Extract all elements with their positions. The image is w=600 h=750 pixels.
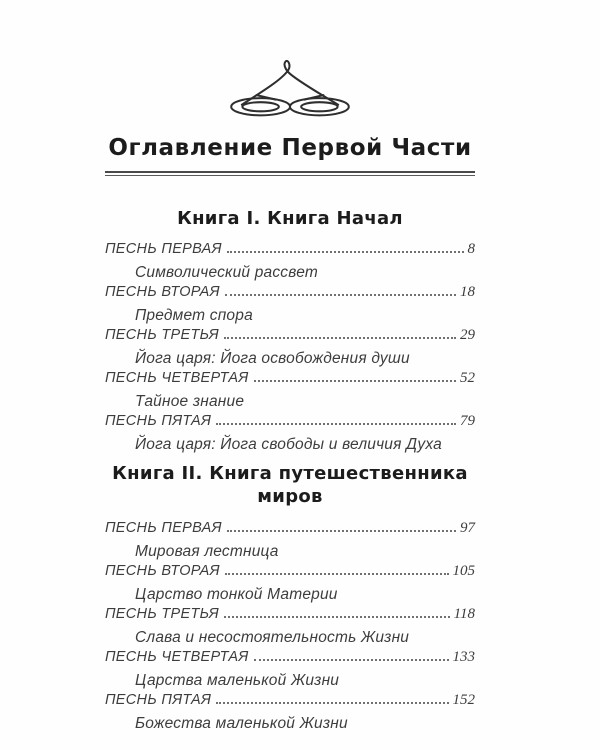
toc-section-book-1 [105, 207, 475, 455]
title-divider-rule [105, 171, 475, 176]
canto-label: ПЕСНЬ ПЕРВАЯ [105, 520, 222, 536]
dot-leader [224, 616, 450, 618]
canto-subtitle: Символический рассвет [135, 264, 318, 281]
canto-label: ПЕСНЬ ВТОРАЯ [105, 284, 220, 300]
dot-leader [227, 530, 456, 532]
toc-entry [105, 520, 475, 562]
toc-entry [105, 692, 475, 734]
toc-entry [105, 327, 475, 369]
dot-leader [227, 251, 464, 253]
book-2-heading: Книга II. Книга путешественника миров [112, 463, 468, 507]
canto-label: ПЕСНЬ ЧЕТВЕРТАЯ [105, 649, 249, 665]
canto-subtitle: Йога царя: Йога свободы и величия Духа [135, 436, 442, 453]
page-number: 97 [460, 520, 475, 536]
canto-subtitle: Тайное знание [135, 393, 245, 410]
canto-label: ПЕСНЬ ПЯТАЯ [105, 692, 212, 708]
page-number: 29 [460, 327, 475, 343]
page-number: 152 [452, 692, 475, 708]
toc-entry [105, 284, 475, 326]
canto-label: ПЕСНЬ ПЕРВАЯ [105, 241, 222, 257]
toc-entry [105, 370, 475, 412]
page-number: 79 [460, 413, 475, 429]
toc-entry [105, 649, 475, 691]
canto-subtitle: Божества маленькой Жизни [135, 715, 348, 732]
dot-leader [225, 294, 456, 296]
page-number: 18 [460, 284, 475, 300]
dot-leader [225, 573, 449, 575]
canto-subtitle: Предмет спора [135, 307, 253, 324]
canto-label: ПЕСНЬ ЧЕТВЕРТАЯ [105, 370, 249, 386]
page-number: 8 [467, 241, 475, 257]
canto-label: ПЕСНЬ ВТОРАЯ [105, 563, 220, 579]
page-number: 133 [452, 649, 475, 665]
book-1-entries [105, 241, 475, 455]
page-title: Оглавление Первой Части [108, 135, 472, 161]
toc-entry [105, 413, 475, 455]
canto-subtitle: Мировая лестница [135, 543, 279, 560]
dot-leader [224, 337, 456, 339]
page-number: 52 [460, 370, 475, 386]
canto-label: ПЕСНЬ ПЯТАЯ [105, 413, 212, 429]
canto-subtitle: Йога царя: Йога освобождения души [135, 350, 410, 367]
canto-label: ПЕСНЬ ТРЕТЬЯ [105, 327, 219, 343]
canto-label: ПЕСНЬ ТРЕТЬЯ [105, 606, 219, 622]
dot-leader [254, 380, 456, 382]
toc-entry [105, 241, 475, 283]
dot-leader [254, 659, 449, 661]
page-number: 105 [452, 563, 475, 579]
dot-leader [216, 702, 448, 704]
flourish-ornament-icon [214, 56, 366, 120]
canto-subtitle: Царство тонкой Материи [135, 586, 338, 603]
toc-entry [105, 606, 475, 648]
book-1-heading: Книга I. Книга Начал [177, 208, 403, 229]
toc-content [105, 0, 475, 735]
canto-subtitle: Слава и несостоятельность Жизни [135, 629, 410, 646]
canto-subtitle: Царства маленькой Жизни [135, 672, 340, 689]
book-2-entries [105, 520, 475, 734]
toc-section-book-2 [105, 462, 475, 734]
dot-leader [216, 423, 456, 425]
page-number: 118 [453, 606, 475, 622]
toc-entry [105, 563, 475, 605]
